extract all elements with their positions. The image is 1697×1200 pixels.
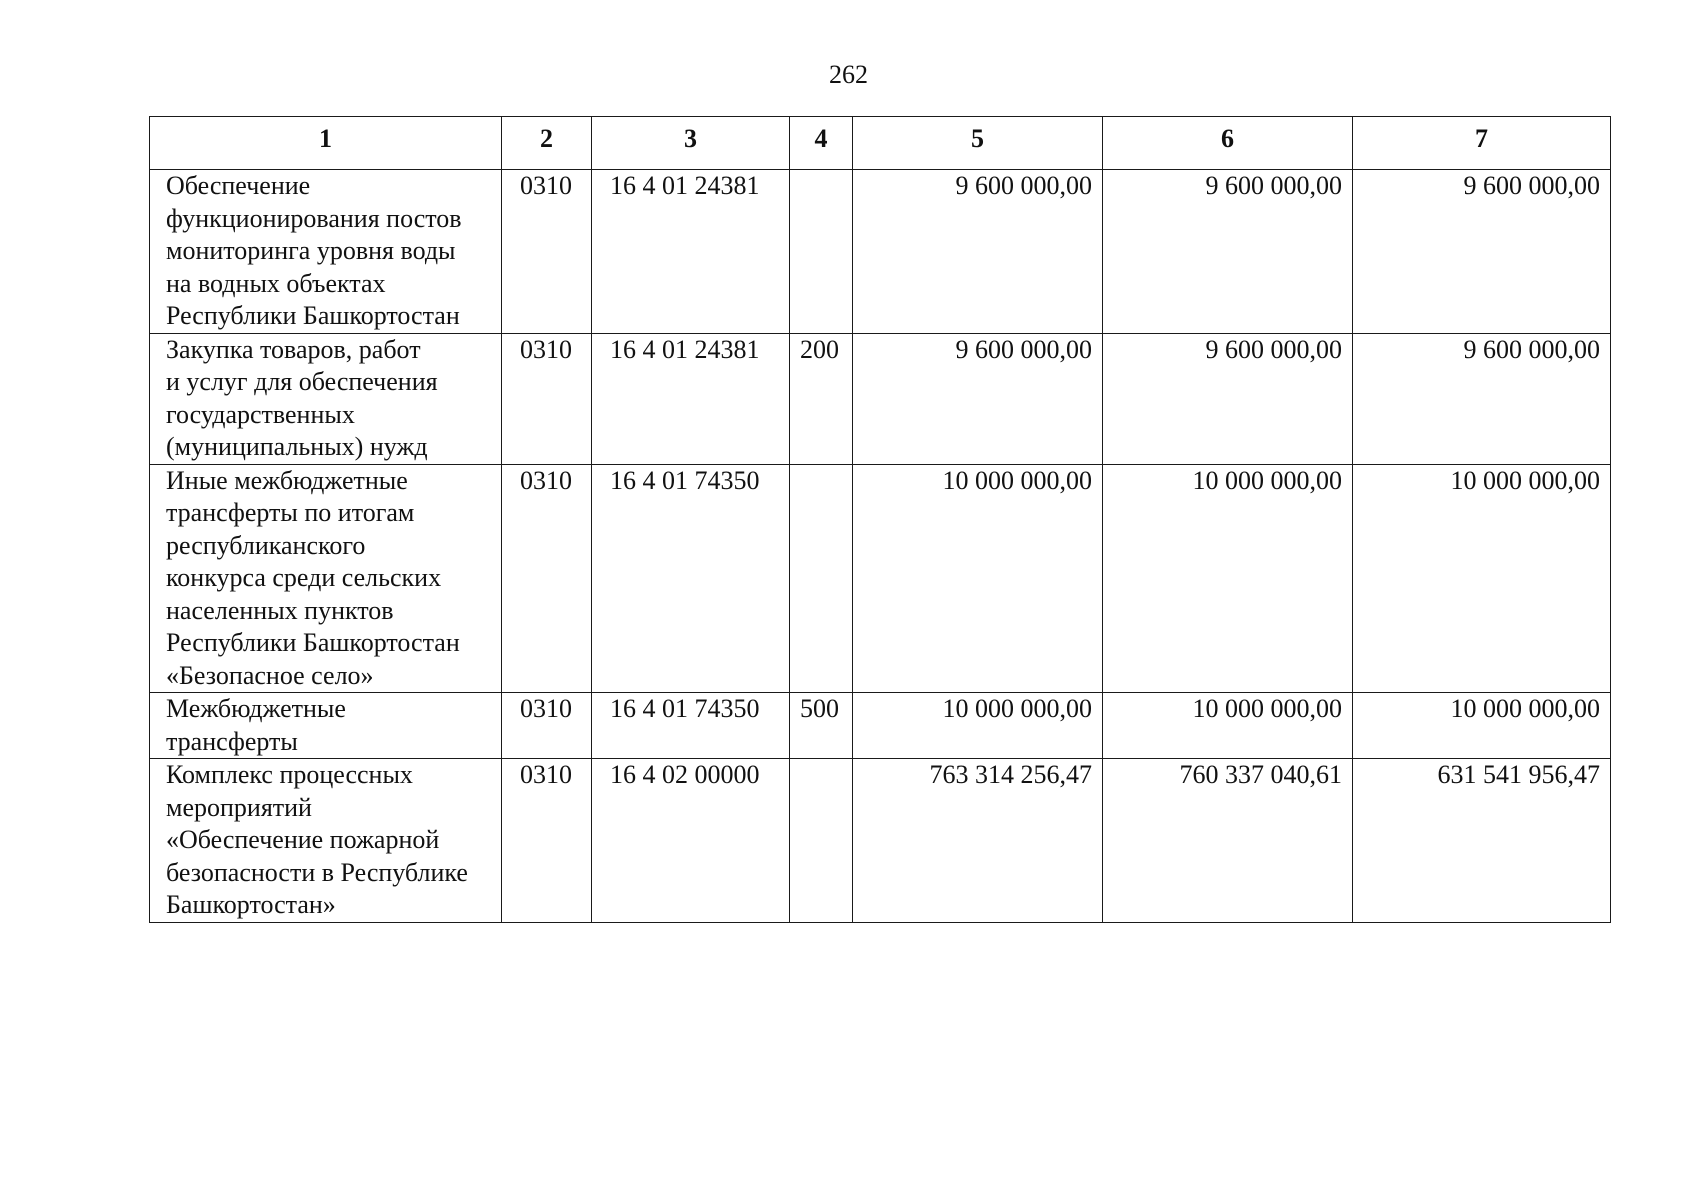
- expense-type-cell: [790, 759, 853, 923]
- column-header: 6: [1103, 117, 1353, 170]
- target-code-cell: 16 4 02 00000: [592, 759, 790, 923]
- row-name-line: (муниципальных) нужд: [166, 432, 428, 461]
- table-body: [150, 170, 1611, 923]
- amount-cell-col5: 10 000 000,00: [853, 464, 1103, 693]
- table-row: [150, 464, 1611, 693]
- row-name-line: населенных пунктов: [166, 595, 394, 625]
- column-header: 4: [790, 117, 853, 170]
- section-code-cell: 0310: [502, 333, 592, 464]
- table-row: [150, 170, 1611, 334]
- target-code-cell: 16 4 01 74350: [592, 693, 790, 759]
- row-name-line: Комплекс процессных: [166, 760, 413, 789]
- amount-cell-col5: 9 600 000,00: [853, 333, 1103, 464]
- section-code-cell: 0310: [502, 759, 592, 923]
- row-name-line: функционирования постов: [166, 203, 462, 233]
- table-row: [150, 333, 1611, 464]
- row-name-line: Межбюджетные: [166, 694, 346, 723]
- row-name-line: трансферты по итогам: [166, 498, 415, 527]
- column-header: 2: [502, 117, 592, 170]
- amount-cell-col7: 631 541 956,47: [1353, 759, 1611, 923]
- row-name-line: «Безопасное село»: [166, 660, 374, 690]
- row-name-line: безопасности в Республике: [166, 857, 468, 887]
- row-name-line: трансферты: [166, 726, 298, 756]
- row-name-cell: [150, 464, 502, 693]
- amount-cell-col7: 9 600 000,00: [1353, 170, 1611, 334]
- row-name-line: мониторинга уровня воды: [166, 236, 456, 265]
- row-name-line: мероприятий: [166, 792, 312, 822]
- amount-cell-col5: 9 600 000,00: [853, 170, 1103, 334]
- amount-cell-col6: 9 600 000,00: [1103, 170, 1353, 334]
- section-code-cell: 0310: [502, 170, 592, 334]
- table-row: [150, 693, 1611, 759]
- row-name-line: государственных: [166, 399, 355, 429]
- row-name-cell: [150, 759, 502, 923]
- column-header: 7: [1353, 117, 1611, 170]
- amount-cell-col7: 9 600 000,00: [1353, 333, 1611, 464]
- table-row: [150, 759, 1611, 923]
- amount-cell-col7: 10 000 000,00: [1353, 464, 1611, 693]
- budget-table: [149, 116, 1611, 923]
- target-code-cell: 16 4 01 24381: [592, 333, 790, 464]
- row-name-line: Обеспечение: [166, 171, 311, 200]
- section-code-cell: 0310: [502, 464, 592, 693]
- section-code-cell: 0310: [502, 693, 592, 759]
- row-name-line: конкурса среди сельских: [166, 563, 442, 592]
- expense-type-cell: 500: [790, 693, 853, 759]
- row-name-line: «Обеспечение пожарной: [166, 825, 440, 854]
- column-header: 1: [150, 117, 502, 170]
- target-code-cell: 16 4 01 24381: [592, 170, 790, 334]
- row-name-line: республиканского: [166, 530, 366, 560]
- row-name-line: и услуг для обеспечения: [166, 367, 438, 396]
- expense-type-cell: 200: [790, 333, 853, 464]
- amount-cell-col6: 10 000 000,00: [1103, 464, 1353, 693]
- row-name-line: Республики Башкортостан: [166, 628, 460, 657]
- row-name-cell: [150, 170, 502, 334]
- row-name-line: Башкортостан»: [166, 890, 336, 919]
- row-name-cell: [150, 693, 502, 759]
- row-name-line: Республики Башкортостан: [166, 301, 460, 330]
- row-name-line: на водных объектах: [166, 268, 386, 298]
- row-name-cell: [150, 333, 502, 464]
- amount-cell-col5: 763 314 256,47: [853, 759, 1103, 923]
- expense-type-cell: [790, 464, 853, 693]
- amount-cell-col6: 9 600 000,00: [1103, 333, 1353, 464]
- amount-cell-col5: 10 000 000,00: [853, 693, 1103, 759]
- row-name-line: Закупка товаров, работ: [166, 334, 421, 364]
- row-name-line: Иные межбюджетные: [166, 465, 408, 495]
- target-code-cell: 16 4 01 74350: [592, 464, 790, 693]
- column-header: 3: [592, 117, 790, 170]
- column-header: 5: [853, 117, 1103, 170]
- amount-cell-col6: 760 337 040,61: [1103, 759, 1353, 923]
- table-header-row: [150, 117, 1611, 170]
- expense-type-cell: [790, 170, 853, 334]
- page-number: 262: [829, 60, 868, 89]
- amount-cell-col7: 10 000 000,00: [1353, 693, 1611, 759]
- amount-cell-col6: 10 000 000,00: [1103, 693, 1353, 759]
